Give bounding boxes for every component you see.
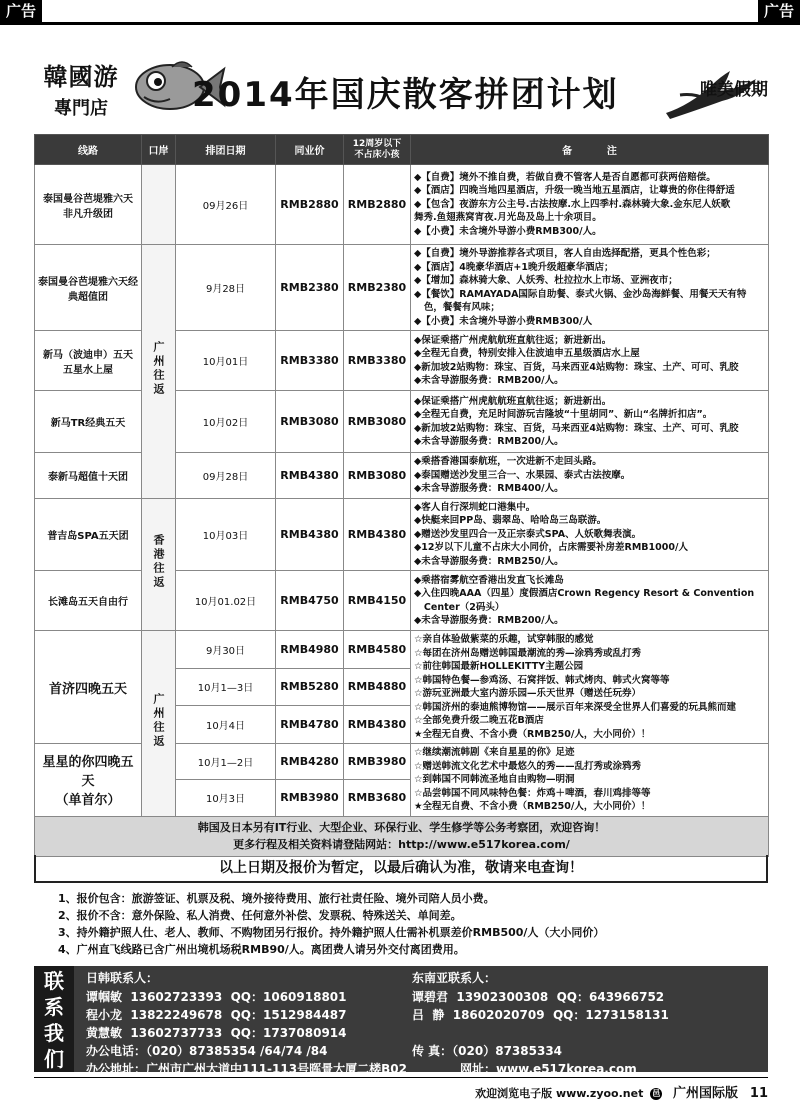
route-name: 星星的你四晚五天 （单首尔） (35, 744, 142, 817)
route-notes: ◆客人自行深圳蛇口港集中。 ◆快艇来回PP岛、翡翠岛、哈哈岛三岛联游。 ◆赠送沙发里四合一及正宗泰式SPA、人妖歌舞表演。 ◆12岁以下儿童不占床大小同价，占床需要补房差RMB1000/人 ◆未含导游服务费：RMB250/人。 (411, 498, 769, 571)
phone-link[interactable]: 13602723393 (130, 990, 223, 1004)
route-name: 首济四晚五天 (35, 631, 142, 744)
term-item: 3、持外籍护照人仕、老人、教师、不购物团另行报价。持外籍护照人仕需补机票差价RMB500/人（大小同价） (58, 926, 605, 939)
departure-date: 9月28日 (176, 245, 276, 331)
price: RMB3080 (276, 391, 344, 453)
office-address: 办公地址：广州市广州大道中111-113号晖景大厦二楼B02 (86, 1062, 407, 1076)
price: RMB2380 (276, 245, 344, 331)
terms-list (58, 890, 604, 958)
child-price: RMB4380 (344, 498, 411, 571)
child-price: RMB4880 (344, 668, 411, 706)
term-item: 4、广州直飞线路已含广州出境机场税RMB90/人。离团费人请另外交付离团费用。 (58, 943, 465, 956)
port-guangzhou-korea: 广州往返 (142, 631, 176, 817)
inquiry-line: 韩国及日本另有IT行业、大型企业、环保行业、学生修学等公务考察团，欢迎咨询！ (197, 821, 606, 834)
route-notes: ◆乘搭香港国泰航班，一次进新不走回头路。 ◆泰国赠送沙发里三合一、水果园、泰式古法按摩。 ◆未含导游服务费：RMB400/人。 (411, 453, 769, 499)
footer-divider (34, 1077, 768, 1078)
child-price: RMB3380 (344, 331, 411, 391)
child-price: RMB2380 (344, 245, 411, 331)
contact-person: 谭碧君 13902300308 QQ：643966752 (412, 990, 665, 1004)
price: RMB4980 (276, 631, 344, 669)
col-header-child-price: 12周岁以下 不占床小孩 (344, 135, 411, 165)
contact-us-label: 联 系 我 们 (34, 966, 74, 1072)
route-name: 泰国曼谷芭堤雅六天经 典超值团 (35, 245, 142, 331)
port-guangzhou: 广州往返 (142, 245, 176, 499)
tour-schedule-table (34, 134, 769, 857)
table-header-row (35, 135, 769, 165)
route-name: 泰新马超值十天团 (35, 453, 142, 499)
phone-link[interactable]: 18602020709 (452, 1008, 545, 1022)
col-header-port: 口岸 (142, 135, 176, 165)
departure-date: 10月01日 (176, 331, 276, 391)
child-price: RMB2880 (344, 165, 411, 245)
route-name: 长滩岛五天自由行 (35, 571, 142, 631)
term-item: 2、报价不含：意外保险、私人消费、任何意外补偿、发票税、特殊送关、单间差。 (58, 909, 462, 922)
route-notes: ☆继续潮流韩剧《来自星星的你》足迹 ☆赠送韩流文化艺术中最悠久的秀——乱打秀或涂鸦秀 ☆到韩国不同韩流圣地自由购物—明洞 ☆品尝韩国不同风味特色餐：炸鸡＋啤酒，春川鸡排等等 ★全程无自费、不含小费（RMB250/人，大小同价）！ (411, 744, 769, 817)
sea-contact-title: 东南亚联系人： (412, 971, 497, 985)
departure-date: 9月30日 (176, 631, 276, 669)
contact-person: 谭帼敏 13602723393 QQ：1060918801 (86, 990, 347, 1004)
departure-date: 10月02日 (176, 391, 276, 453)
contact-panel (34, 966, 768, 1076)
office-phone: 办公电话：（020）87385354 /64/74 /84 (86, 1044, 328, 1058)
phone-link[interactable]: 13902300308 (456, 990, 549, 1004)
table-row (35, 165, 769, 245)
col-header-notes: 备 注 (411, 135, 769, 165)
price: RMB4380 (276, 453, 344, 499)
brand-subtitle: 專門店 (54, 98, 108, 119)
price: RMB5280 (276, 668, 344, 706)
col-header-route: 线路 (35, 135, 142, 165)
page-number: 11 (749, 1086, 768, 1100)
child-price: RMB4580 (344, 631, 411, 669)
port-hongkong: 香港往返 (142, 498, 176, 631)
route-name: 普吉岛SPA五天团 (35, 498, 142, 571)
departure-date: 09月28日 (176, 453, 276, 499)
child-price: RMB4150 (344, 571, 411, 631)
term-item: 1、报价包含：旅游签证、机票及税、境外接待费用、旅行社责任险、境外司陪人员小费。 (58, 892, 495, 905)
child-price: RMB3980 (344, 744, 411, 780)
page-title: 2014年国庆散客拼团计划 (192, 75, 619, 115)
route-name: 新马TR经典五天 (35, 391, 142, 453)
departure-date: 10月1—2日 (176, 744, 276, 780)
price: RMB4280 (276, 744, 344, 780)
departure-date: 10月03日 (176, 498, 276, 571)
child-price: RMB3080 (344, 453, 411, 499)
route-notes: ◆【自费】境外不推自费，若做自费不管客人是否自愿都可获两倍赔偿。 ◆【酒店】四晚当地四星酒店，升级一晚当地五星酒店，让尊贵的你住得舒适 ◆【包含】夜游东方公主号.古法按摩.水上四季村.森林骑大象.金东尼人妖歌 舞秀.鱼翅燕窝宵夜.月光岛及岛上十余项目。 ◆【小费】未含境外导游小费RMB300/人。 (411, 165, 769, 245)
route-notes: ◆保证乘搭广州虎航航班直航往返；新进新出。 ◆全程无自费，充足时间游玩吉隆坡“十里胡同”、新山“名牌折扣店”。 ◆新加坡2站购物：珠宝、百货，马来西亚4站购物：珠宝、土产、可可、乳胶 ◆未含导游服务费：RMB200/人。 (411, 391, 769, 453)
inquiry-banner (35, 816, 769, 856)
table-row (35, 245, 769, 331)
contact-person: 吕 静 18602020709 QQ：1273158131 (412, 1008, 669, 1022)
route-name: 泰国曼谷芭堤雅六天 非凡升级团 (35, 165, 142, 245)
departure-date: 10月01.02日 (176, 571, 276, 631)
col-header-price: 同业价 (276, 135, 344, 165)
departure-date: 10月3日 (176, 780, 276, 816)
top-divider (0, 22, 800, 25)
child-price: RMB3680 (344, 780, 411, 816)
child-price: RMB3080 (344, 391, 411, 453)
website-line: 更多行程及相关资料请登陆网站：http://www.e517korea.com/ (233, 838, 570, 851)
route-notes: ◆【自费】境外导游推荐各式项目，客人自由选择配搭，更具个性色彩； ◆【酒店】4晚豪华酒店+1晚升级超豪华酒店； ◆【增加】森林骑大象、人妖秀、杜拉拉水上市场、亚洲夜市； ◆【餐饮】RAMAYADA国际自助餐、泰式火锅、金沙岛海鲜餐、用餐天天有特 色，餐餐有风味； ◆【小费】未含境外导游小费RMB300/人 (411, 245, 769, 331)
publication-name: 广州国际版 (673, 1086, 739, 1100)
price-disclaimer: 以上日期及报价为暂定，以最后确认为准，敬请来电查询！ (34, 855, 768, 883)
price: RMB4780 (276, 706, 344, 744)
website-link[interactable]: 网址：www.e517korea.com (460, 1062, 637, 1076)
departure-date: 09月26日 (176, 165, 276, 245)
phone-link[interactable]: 13602737733 (130, 1026, 223, 1040)
brand-name: 韓國游 (43, 62, 119, 91)
table-row (35, 631, 769, 669)
brand-logo (38, 57, 124, 120)
e-edition-link[interactable]: 欢迎浏览电子版 www.zyoo.net (475, 1087, 644, 1100)
partner-name: 唯美假期 (700, 80, 768, 100)
route-notes: ☆亲自体验做紫菜的乐趣，试穿韩服的感觉 ☆每团在济州岛赠送韩国最潮流的秀—涂鸦秀或乱打秀 ☆前往韩国最新HOLLEKITTY主题公园 ☆韩国特色餐—参鸡汤、石窝拌饭、韩式烤肉、韩式火窝等等 ☆游玩亚洲最大室内游乐园—乐天世界（赠送任玩券） ☆韩国济州的泰迪熊博物馆——展示百年来深受全世界人们喜爱的玩具熊而建 ☆全部免费升级二晚五花B酒店 ★全程无自费、不含小费（RMB250/人，大小同价）！ (411, 631, 769, 744)
japan-korea-contact-title: 日韩联系人： (86, 971, 159, 985)
col-header-date: 排团日期 (176, 135, 276, 165)
price: RMB4750 (276, 571, 344, 631)
departure-date: 10月1—3日 (176, 668, 276, 706)
phone-link[interactable]: 13822249678 (130, 1008, 223, 1022)
publisher-logo-icon: 邑 (652, 1089, 661, 1098)
price: RMB4380 (276, 498, 344, 571)
route-name: 新马（波迪申）五天 五星水上屋 (35, 331, 142, 391)
price: RMB2880 (276, 165, 344, 245)
ad-label-left: 广告 (0, 0, 42, 22)
price: RMB3380 (276, 331, 344, 391)
route-notes: ◆乘搭宿雾航空香港出发直飞长滩岛 ◆入住四晚AAA（四星）度假酒店Crown Regency Resort & Convention Center（2码头） ◆未含导游服务费：RMB200/人。 (411, 571, 769, 631)
page-footer (0, 1076, 800, 1100)
table-row (35, 498, 769, 571)
ad-header (34, 45, 768, 135)
departure-date: 10月4日 (176, 706, 276, 744)
ad-label-right: 广告 (758, 0, 800, 22)
contact-person: 黄慧敏 13602737733 QQ：1737080914 (86, 1026, 347, 1040)
contact-person: 程小龙 13822249678 QQ：1512984487 (86, 1008, 347, 1022)
route-notes: ◆保证乘搭广州虎航航班直航往返；新进新出。 ◆全程无自费，特别安排入住波迪申五星级酒店水上屋 ◆新加坡2站购物：珠宝、百货，马来西亚4站购物：珠宝、土产、可可、乳胶 ◆未含导游服务费：RMB200/人。 (411, 331, 769, 391)
price: RMB3980 (276, 780, 344, 816)
fax-number: 传 真：（020）87385334 (412, 1044, 563, 1058)
child-price: RMB4380 (344, 706, 411, 744)
